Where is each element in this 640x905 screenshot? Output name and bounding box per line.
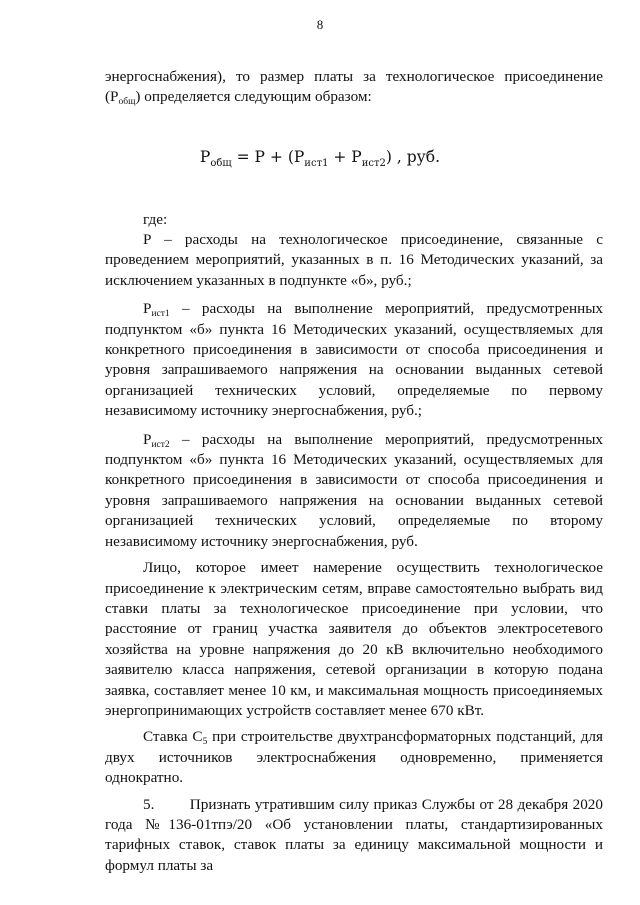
formula-tail: ) , руб.	[385, 148, 441, 166]
definition-symbol: P	[143, 231, 151, 248]
intro-subscript: общ	[118, 97, 136, 108]
definition-symbol: P	[143, 300, 152, 318]
formula-lhs-subscript: общ	[210, 158, 232, 169]
paragraph-person: Лицо, которое имеет намерение осуществить технологическое присоединение к электрическим сетям, вправе самостоятельно выбрать вид ставки платы за технологическое присоединение при условии, что расстояние от границ участка заявителя до объектов электросетевого хозяйства на уровне напряжения до 20 кВ включительно необходимого заявителю класса напряжения, сетевой организации в которую подана заявка, составляет менее 10 км, и максимальная мощность присоединяемых энергопринимающих устройств составляет менее 670 кВт.	[105, 559, 603, 719]
intro-text-end: ) определяется следующим образом:	[135, 88, 372, 106]
definition-p	[105, 230, 603, 291]
paragraph-5: 5. Признать утратившим силу приказ Службы от 28 декабря 2020 года №136-01тпэ/20 «Об установлении платы, стандартизированных тарифных ставок, ставок платы за единицу максимальной мощности и формул платы за	[105, 795, 603, 874]
definition-subscript: ист2	[151, 439, 170, 450]
intro-paragraph	[105, 67, 603, 108]
formula-equals: = P + (P	[231, 148, 305, 166]
definition-p-ist2	[105, 430, 603, 552]
definition-subscript: ист1	[151, 309, 170, 320]
c5-text: Ставка C	[143, 728, 203, 746]
definition-p-ist1	[105, 299, 603, 421]
definition-text: – расходы на выполнение мероприятий, предусмотренных подпунктом «б» пункта 16 Методических указаний, осуществляемых для конкретного присоединения в зависимости от способа присоединения и уровня запрашиваемого напряжения на основании выданных сетевой организацией технических условий, определяемые по второму независимому источнику энергоснабжения, руб.	[105, 430, 603, 550]
formula-lhs: P	[199, 148, 211, 166]
c5-text-end: при строительстве двухтрансформаторных подстанций, для двух источников электроснабжения одновременно, применяется однократно.	[105, 728, 603, 787]
where-label: где:	[143, 211, 168, 228]
definition-text: – расходы на технологическое присоединение, связанные с проведением мероприятий, указанных в п. 16 Методических указаний, за исключением указанных в подпункте «б», руб.;	[105, 231, 603, 289]
intro-text: энергоснабжения), то размер платы за технологическое присоединение (P	[105, 68, 603, 106]
definition-text: – расходы на выполнение мероприятий, предусмотренных подпунктом «б» пункта 16 Методических указаний, осуществляемых для конкретного присоединения в зависимости от способа присоединения и уровня запрашиваемого напряжения на основании выданных сетевой организацией технических условий, определяемые по первому независимому источнику энергоснабжения, руб.;	[105, 300, 603, 420]
c5-subscript: 5	[202, 737, 208, 748]
definitions-block	[105, 230, 603, 876]
formula-subscript-2: ист2	[361, 158, 386, 169]
page-number: 8	[316, 17, 324, 32]
formula	[0, 148, 640, 169]
definition-symbol: P	[143, 430, 152, 448]
paragraph-c5	[105, 727, 603, 788]
formula-subscript-1: ист1	[304, 158, 329, 169]
formula-plus: + P	[328, 148, 362, 166]
